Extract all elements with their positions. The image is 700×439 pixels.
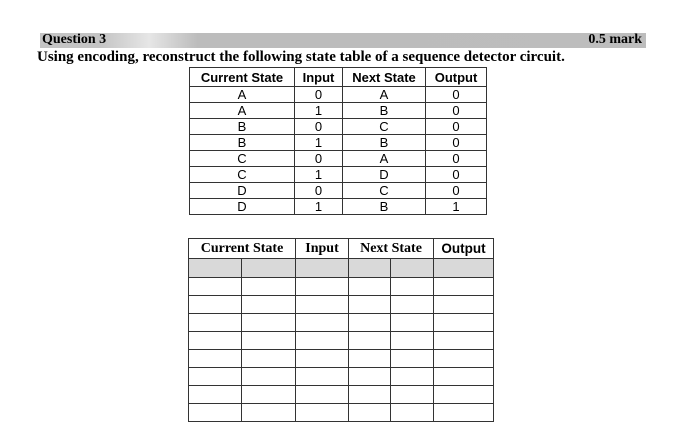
cell-next-state: B [343,199,426,215]
empty-cell[interactable] [189,278,242,296]
cell-next-state: D [343,167,426,183]
empty-cell[interactable] [349,296,391,314]
question-instruction: Using encoding, reconstruct the following state table of a sequence detector circuit. [37,49,565,65]
state-table-header-row [190,68,487,87]
empty-cell[interactable] [189,314,242,332]
empty-cell[interactable] [189,368,242,386]
table-row [190,135,487,151]
cell-input: 1 [295,103,343,119]
empty-cell[interactable] [296,314,349,332]
cell-input: 1 [295,199,343,215]
empty-cell[interactable] [296,350,349,368]
empty-cell[interactable] [189,350,242,368]
encoded-header-next-state: Next State [349,239,434,259]
empty-cell[interactable] [296,368,349,386]
empty-cell[interactable] [434,386,494,404]
cell-next-state: B [343,103,426,119]
cell-current-state: C [190,167,295,183]
empty-cell[interactable] [242,278,296,296]
cell-next-state: A [343,87,426,103]
encoded-subheader-row [189,259,494,278]
encoded-state-table [188,238,494,422]
empty-table-row [189,296,494,314]
cell-output: 0 [426,119,487,135]
empty-cell[interactable] [434,278,494,296]
table-row [190,167,487,183]
question-mark: 0.5 mark [588,32,642,47]
cell-output: 0 [426,167,487,183]
empty-cell[interactable] [242,314,296,332]
empty-cell[interactable] [391,350,434,368]
empty-cell[interactable] [189,332,242,350]
empty-cell[interactable] [391,332,434,350]
empty-cell[interactable] [434,350,494,368]
empty-cell[interactable] [434,368,494,386]
header-input: Input [295,68,343,87]
encoded-header-current-state: Current State [189,239,296,259]
table-row [190,103,487,119]
empty-cell[interactable] [189,404,242,422]
empty-cell[interactable] [391,368,434,386]
cell-output: 0 [426,87,487,103]
cell-next-state: A [343,151,426,167]
header-output: Output [426,68,487,87]
table-row [190,119,487,135]
empty-cell[interactable] [349,314,391,332]
empty-cell[interactable] [349,404,391,422]
empty-cell[interactable] [296,332,349,350]
cell-current-state: A [190,87,295,103]
empty-cell[interactable] [391,386,434,404]
table-row [190,87,487,103]
cell-current-state: B [190,135,295,151]
empty-cell[interactable] [434,314,494,332]
empty-cell[interactable] [391,296,434,314]
empty-table-row [189,368,494,386]
empty-cell[interactable] [242,386,296,404]
cell-input: 0 [295,151,343,167]
empty-cell[interactable] [391,314,434,332]
empty-cell[interactable] [189,386,242,404]
cell-output: 0 [426,151,487,167]
empty-cell[interactable] [242,368,296,386]
cell-current-state: D [190,183,295,199]
cell-output: 0 [426,135,487,151]
cell-input: 0 [295,183,343,199]
empty-cell[interactable] [434,332,494,350]
cell-next-state: C [343,183,426,199]
encoded-subheader-cell [242,259,296,278]
cell-input: 0 [295,119,343,135]
empty-table-row [189,386,494,404]
cell-output: 1 [426,199,487,215]
empty-cell[interactable] [189,296,242,314]
cell-input: 0 [295,87,343,103]
question-title: Question 3 [42,32,107,47]
encoded-subheader-cell [434,259,494,278]
cell-input: 1 [295,135,343,151]
empty-cell[interactable] [296,404,349,422]
empty-cell[interactable] [349,386,391,404]
empty-cell[interactable] [349,368,391,386]
empty-cell[interactable] [434,296,494,314]
empty-cell[interactable] [391,404,434,422]
empty-cell[interactable] [349,350,391,368]
empty-table-row [189,350,494,368]
empty-cell[interactable] [349,332,391,350]
empty-cell[interactable] [434,404,494,422]
empty-table-row [189,332,494,350]
cell-current-state: B [190,119,295,135]
encoded-subheader-cell [349,259,391,278]
table-row [190,199,487,215]
empty-cell[interactable] [296,386,349,404]
table-row [190,183,487,199]
empty-table-row [189,314,494,332]
encoded-header-input: Input [296,239,349,259]
encoded-subheader-cell [391,259,434,278]
question-header-bar [40,33,646,48]
cell-next-state: C [343,119,426,135]
empty-table-row [189,404,494,422]
header-current-state: Current State [190,68,295,87]
cell-output: 0 [426,183,487,199]
cell-input: 1 [295,167,343,183]
encoded-subheader-cell [296,259,349,278]
empty-cell[interactable] [349,278,391,296]
empty-table-row [189,278,494,296]
empty-cell[interactable] [242,350,296,368]
cell-current-state: D [190,199,295,215]
cell-current-state: C [190,151,295,167]
header-next-state: Next State [343,68,426,87]
empty-cell[interactable] [391,278,434,296]
table-row [190,151,487,167]
cell-next-state: B [343,135,426,151]
cell-current-state: A [190,103,295,119]
cell-output: 0 [426,103,487,119]
empty-cell[interactable] [296,296,349,314]
empty-cell[interactable] [242,404,296,422]
encoded-subheader-cell [189,259,242,278]
state-table [189,67,487,215]
empty-cell[interactable] [242,296,296,314]
encoded-table-header-row [189,239,494,259]
encoded-header-output: Output [434,239,494,259]
empty-cell[interactable] [296,278,349,296]
empty-cell[interactable] [242,332,296,350]
